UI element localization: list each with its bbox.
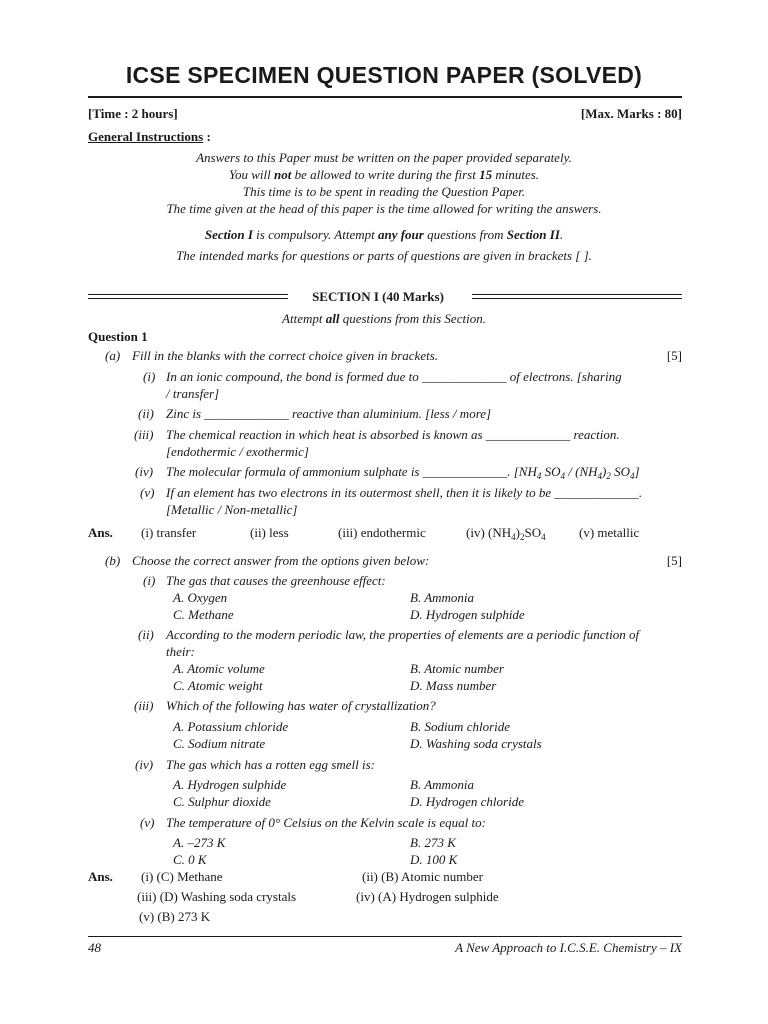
option: D. Washing soda crystals: [410, 736, 542, 751]
answer-item: (iv) $(NH_4)_2SO_4$: [466, 525, 546, 542]
section-heading: SECTION I (40 Marks): [312, 289, 444, 304]
part-a-marks: [5]: [666, 348, 682, 363]
section-rule-right: [472, 294, 682, 299]
option: A. Oxygen: [173, 590, 228, 605]
option: C. Atomic weight: [173, 678, 263, 693]
part-b-question: The gas which has a rotten egg smell is:: [166, 757, 375, 772]
part-a-item-num: (iii): [134, 427, 154, 442]
option: D. Hydrogen chloride: [410, 794, 524, 809]
option: C. Methane: [173, 607, 234, 622]
option: A. Potassium chloride: [173, 719, 289, 734]
part-b-label: (b): [105, 553, 121, 568]
part-a-item-text: The molecular formula of ammonium sulphate is _____________. [$NH_4$ $SO_4 / (NH_4)_2$ $SO_4$]: [166, 464, 640, 481]
option: B. Atomic number: [410, 661, 504, 676]
option: D. Mass number: [410, 678, 497, 693]
option: B. 273 K: [410, 835, 456, 850]
title-rule: [88, 96, 682, 98]
option: C. 0 K: [173, 852, 207, 867]
answer-item: (v) (B) 273 K: [139, 909, 211, 924]
book-title: A New Approach to I.C.S.E. Chemistry – IX: [455, 940, 682, 955]
part-b-item-num: (iii): [134, 698, 154, 713]
answer-label: Ans.: [88, 525, 113, 540]
answer-item: (v) metallic: [579, 525, 640, 540]
part-b-question: According to the modern periodic law, the properties of elements are a periodic function of: [166, 627, 640, 642]
instruction-line-1: Answers to this Paper must be written on the paper provided separately.: [196, 150, 572, 165]
time-label: [Time : 2 hours]: [88, 106, 178, 121]
answer-item: (ii) less: [250, 525, 289, 540]
part-a-item-text: [Metallic / Non-metallic]: [166, 502, 298, 517]
part-a-text: Fill in the blanks with the correct choice given in brackets.: [132, 348, 439, 363]
question-1-label: Question 1: [88, 329, 148, 344]
instruction-line-6: The intended marks for questions or parts of questions are given in brackets [ ].: [176, 248, 592, 263]
part-a-item-text: [endothermic / exothermic]: [166, 444, 309, 459]
general-instructions-heading: General Instructions :: [88, 129, 211, 144]
part-b-question: The gas that causes the greenhouse effect:: [166, 573, 386, 588]
section-rule-left: [88, 294, 288, 299]
instruction-line-5: Section I is compulsory. Attempt any four questions from Section II.: [204, 227, 564, 242]
option: D. Hydrogen sulphide: [410, 607, 525, 622]
answer-item: (iii) (D) Washing soda crystals: [137, 889, 297, 904]
part-b-item-num: (iv): [135, 757, 154, 772]
option: B. Sodium chloride: [410, 719, 511, 734]
part-b-question: The temperature of 0° Celsius on the Kelvin scale is equal to:: [166, 815, 486, 830]
part-a-item-num: (i): [143, 369, 156, 384]
part-b-marks: [5]: [666, 553, 682, 568]
part-a-item-text: / transfer]: [166, 386, 220, 401]
instruction-line-4: The time given at the head of this paper is the time allowed for writing the answers.: [166, 201, 602, 216]
option: A. Atomic volume: [173, 661, 265, 676]
part-b-item-num: (ii): [138, 627, 154, 642]
part-a-label: (a): [105, 348, 121, 363]
part-b-text: Choose the correct answer from the options given below:: [132, 553, 430, 568]
instruction-line-3: This time is to be spent in reading the Question Paper.: [242, 184, 526, 199]
footer-rule: [88, 936, 682, 937]
answer-item: (ii) (B) Atomic number: [362, 869, 483, 884]
part-a-item-num: (v): [140, 485, 155, 500]
part-b-question: Which of the following has water of crystallization?: [166, 698, 436, 713]
option: C. Sulphur dioxide: [173, 794, 271, 809]
answer-item: (i) (C) Methane: [141, 869, 223, 884]
option: C. Sodium nitrate: [173, 736, 266, 751]
max-marks-label: [Max. Marks : 80]: [580, 106, 682, 121]
answer-item: (iv) (A) Hydrogen sulphide: [356, 889, 499, 904]
answer-item: (i) transfer: [141, 525, 197, 540]
part-b-item-num: (i): [143, 573, 156, 588]
part-a-item-text: The chemical reaction in which heat is absorbed is known as _____________ reaction.: [166, 427, 620, 442]
part-a-item-text: If an element has two electrons in its outermost shell, then it is likely to be _____________.: [166, 485, 643, 500]
answer-item: (iii) endothermic: [338, 525, 426, 540]
part-a-item-text: Zinc is _____________ reactive than aluminium. [less / more]: [166, 406, 492, 421]
part-b-item-num: (v): [140, 815, 155, 830]
page-number: 48: [88, 940, 101, 955]
option: A. –273 K: [173, 835, 226, 850]
option: B. Ammonia: [410, 777, 475, 792]
page-title: ICSE SPECIMEN QUESTION PAPER (SOLVED): [125, 62, 643, 88]
instruction-line-2: You will not be allowed to write during the first 15 minutes.: [228, 167, 540, 182]
part-b-question: their:: [166, 644, 195, 659]
part-a-item-text: In an ionic compound, the bond is formed due to _____________ of electrons. [sharing: [166, 369, 622, 384]
option: B. Ammonia: [410, 590, 475, 605]
option: A. Hydrogen sulphide: [173, 777, 287, 792]
part-a-item-num: (ii): [138, 406, 154, 421]
answer-label: Ans.: [88, 869, 113, 884]
option: D. 100 K: [410, 852, 458, 867]
part-a-item-num: (iv): [135, 464, 154, 479]
section-subheading: Attempt all questions from this Section.: [282, 311, 486, 326]
